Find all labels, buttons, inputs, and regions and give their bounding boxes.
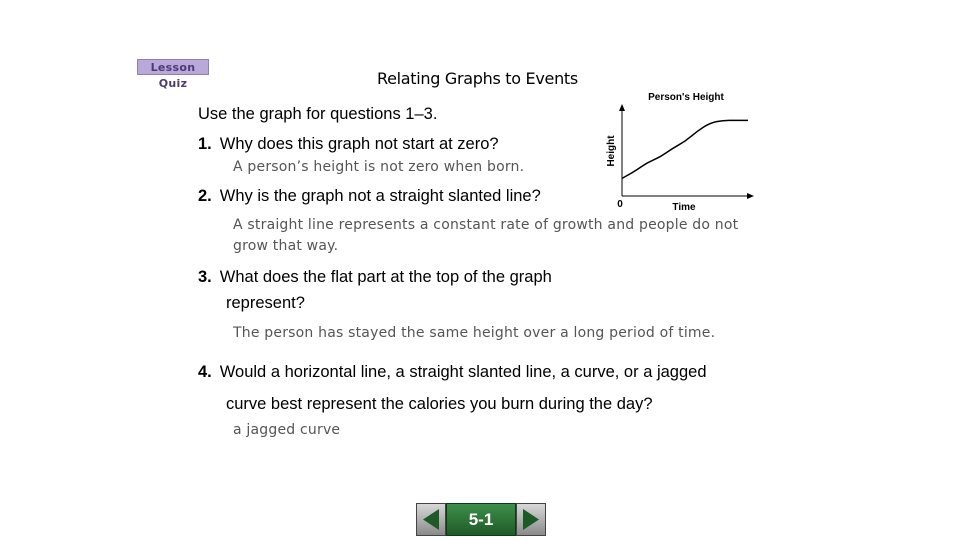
arrow-left-icon xyxy=(417,504,445,535)
height-chart xyxy=(600,86,760,216)
question-number: 1. xyxy=(198,135,212,153)
question-text: Why is the graph not a straight slanted line? xyxy=(219,187,541,205)
origin-label: 0 xyxy=(617,199,623,210)
navigation-bar xyxy=(416,503,548,536)
question-text: Would a horizontal line, a straight slanted line, a curve, or a jagged xyxy=(219,363,707,381)
question-text: What does the flat part at the top of the graph xyxy=(219,268,552,286)
lesson-number: 5-1 xyxy=(446,503,516,536)
lesson-quiz-badge: Lesson Quiz xyxy=(137,59,209,75)
question-1 xyxy=(198,131,499,157)
question-text: curve best represent the calories you burn during the day? xyxy=(226,395,653,413)
answer-line: grow that way. xyxy=(233,238,339,254)
question-3 xyxy=(198,264,552,316)
chart-title: Person's Height xyxy=(648,92,724,103)
question-text: Why does this graph not start at zero? xyxy=(219,135,499,153)
question-4 xyxy=(198,356,707,420)
answer-2 xyxy=(233,215,738,257)
question-number: 2. xyxy=(198,187,212,205)
question-number: 4. xyxy=(198,363,212,381)
y-axis-arrow xyxy=(619,104,625,111)
question-text: represent? xyxy=(226,294,305,312)
question-number: 3. xyxy=(198,268,212,286)
answer-4: a jagged curve xyxy=(233,422,341,438)
next-button[interactable] xyxy=(516,503,546,536)
height-line xyxy=(622,120,748,178)
arrow-right-icon xyxy=(517,504,545,535)
question-2 xyxy=(198,183,541,209)
page-title: Relating Graphs to Events xyxy=(377,69,578,88)
answer-1: A person’s height is not zero when born. xyxy=(233,159,525,175)
answer-3: The person has stayed the same height over a long period of time. xyxy=(233,325,716,341)
y-axis-label: Height xyxy=(606,135,617,167)
previous-button[interactable] xyxy=(416,503,446,536)
x-axis-label: Time xyxy=(672,202,696,213)
answer-line: A straight line represents a constant rate of growth and people do not xyxy=(233,217,739,233)
intro-text: Use the graph for questions 1–3. xyxy=(198,105,438,123)
x-axis-arrow xyxy=(747,193,754,199)
